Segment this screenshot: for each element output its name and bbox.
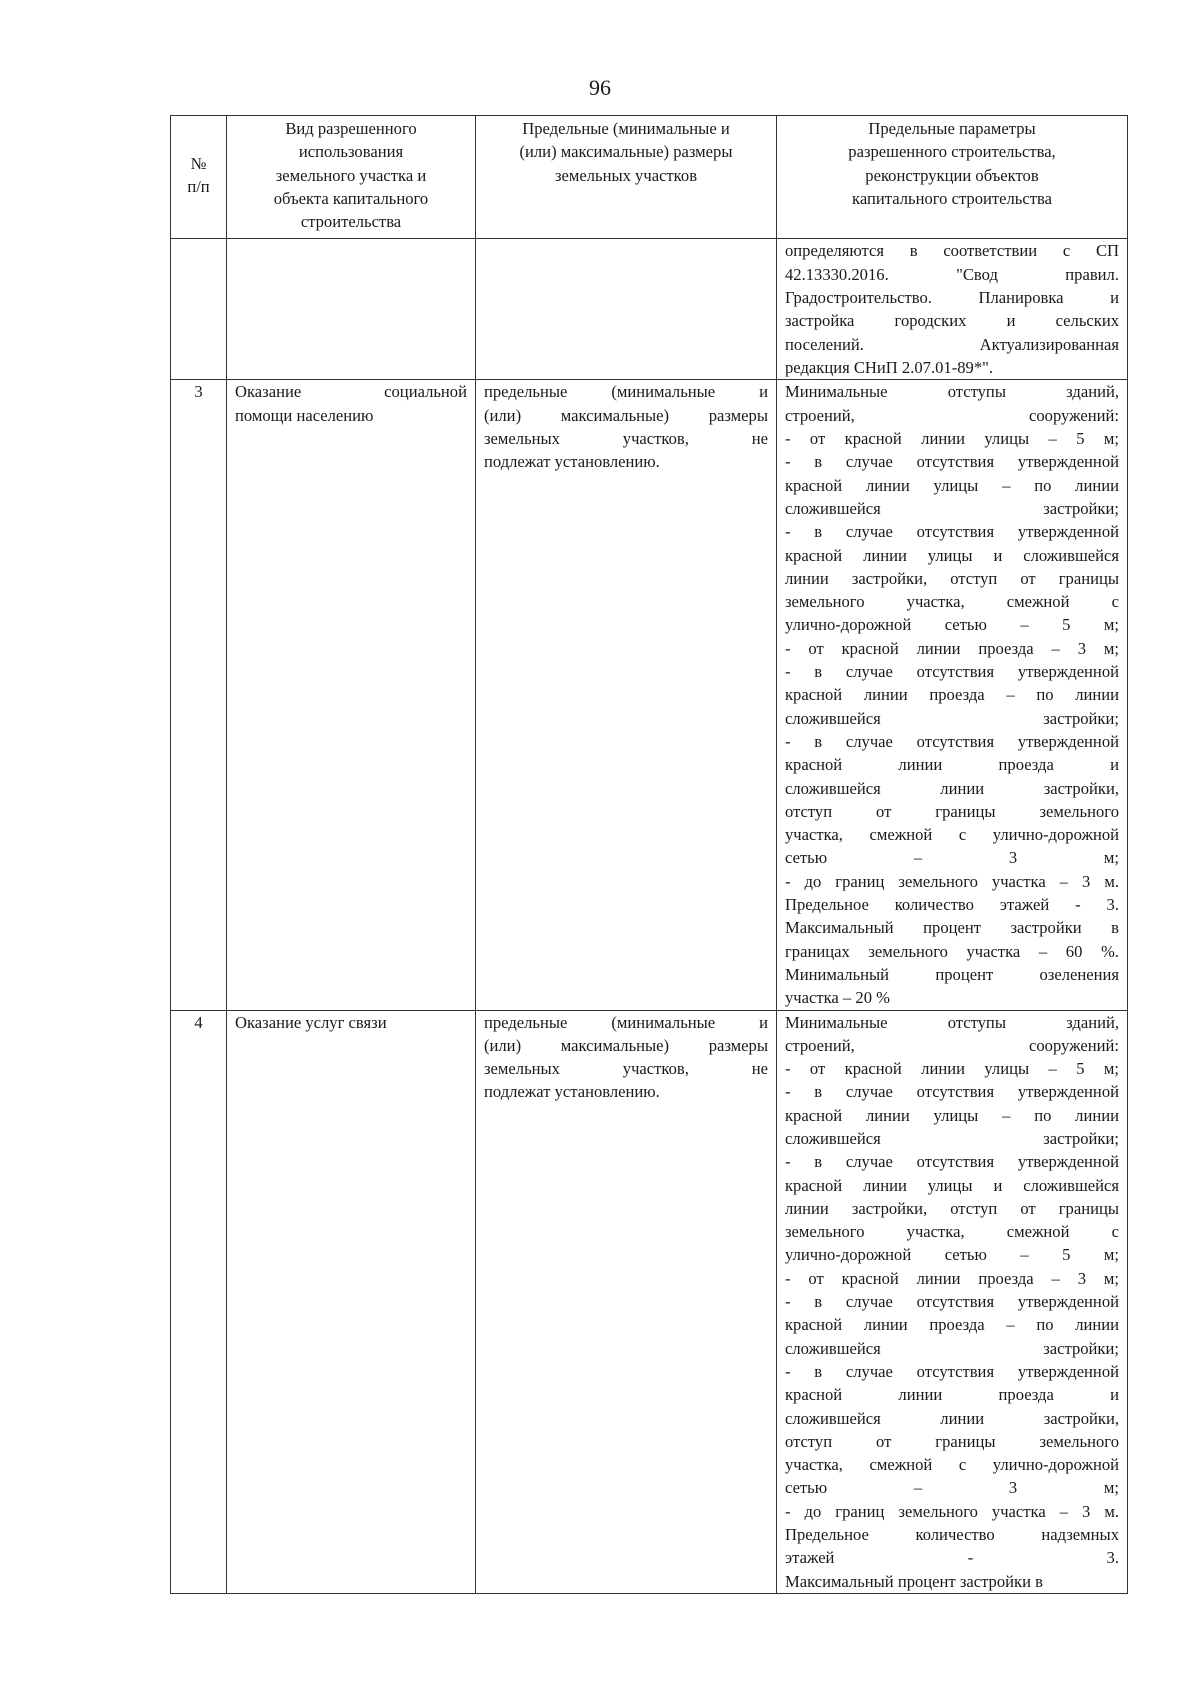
row-params-line: участка, смежной с улично-дорожной bbox=[785, 825, 1119, 845]
row-params-line: строений, сооружений: bbox=[785, 405, 1119, 425]
row-params-line: отступ от границы земельного bbox=[785, 801, 1119, 821]
header-size-line: земельных участков bbox=[554, 165, 698, 185]
header-params-line: Предельные параметры bbox=[868, 119, 1036, 138]
row-params-line: Минимальные отступы зданий, bbox=[785, 382, 1119, 402]
header-size-line: Предельные (минимальные и bbox=[522, 119, 730, 138]
row-use-line: Оказание социальной bbox=[235, 382, 467, 402]
row-params-line: сложившейся застройки; bbox=[785, 498, 1119, 518]
row-params-line: земельного участка, смежной с bbox=[785, 592, 1119, 612]
header-params-line: разрешенного строительства, bbox=[848, 142, 1056, 162]
row-params-line: определяются в соответствии с СП bbox=[785, 241, 1119, 261]
table-row bbox=[171, 239, 1128, 380]
header-row bbox=[171, 116, 1128, 239]
row-params-line: красной линии улицы – по линии bbox=[785, 475, 1119, 495]
row-params-line: 42.13330.2016. "Свод правил. bbox=[785, 264, 1119, 284]
row-num: 3 bbox=[171, 380, 227, 1010]
row-num: 4 bbox=[171, 1010, 227, 1593]
header-params-line: капитального строительства bbox=[852, 188, 1052, 208]
table-header bbox=[171, 116, 1128, 239]
row-params-line: Предельное количество этажей - 3. bbox=[785, 895, 1119, 915]
row-size bbox=[476, 380, 777, 1010]
row-params-line: красной линии улицы и сложившейся bbox=[785, 1175, 1119, 1195]
row-size-line: земельных участков, не bbox=[484, 429, 768, 449]
row-params-line: застройка городских и сельских bbox=[785, 311, 1119, 331]
row-params-line: красной линии проезда и bbox=[785, 1385, 1119, 1405]
header-use-line: строительства bbox=[300, 212, 402, 232]
row-params-line: сложившейся застройки; bbox=[785, 1128, 1119, 1148]
header-num bbox=[171, 116, 227, 239]
row-params-line: - в случае отсутствия утвержденной bbox=[785, 1082, 1119, 1102]
row-size-line: предельные (минимальные и bbox=[484, 382, 768, 402]
header-use-line: Вид разрешенного bbox=[285, 119, 417, 138]
row-params-line: Максимальный процент застройки в bbox=[785, 1571, 1043, 1591]
row-params-line: - до границ земельного участка – 3 м. bbox=[785, 1501, 1119, 1521]
row-params-line: сложившейся линии застройки, bbox=[785, 1408, 1119, 1428]
row-params-line: отступ от границы земельного bbox=[785, 1431, 1119, 1451]
row-params-line: - от красной линии проезда – 3 м; bbox=[785, 638, 1119, 658]
row-params-line: - в случае отсутствия утвержденной bbox=[785, 522, 1119, 542]
row-params-line: Минимальные отступы зданий, bbox=[785, 1012, 1119, 1032]
row-params-line: красной линии проезда – по линии bbox=[785, 1315, 1119, 1335]
table-row bbox=[171, 380, 1128, 1010]
header-params-line: реконструкции объектов bbox=[865, 165, 1039, 185]
header-use-line: объекта капитального bbox=[273, 188, 429, 208]
header-size bbox=[476, 116, 777, 239]
row-params bbox=[777, 1010, 1128, 1593]
row-params-line: сложившейся застройки; bbox=[785, 708, 1119, 728]
row-params-line: границах земельного участка – 60 %. bbox=[785, 941, 1119, 961]
header-use bbox=[227, 116, 476, 239]
row-params-line: участка – 20 % bbox=[785, 988, 890, 1008]
row-params-line: Предельное количество надземных bbox=[785, 1525, 1119, 1545]
row-params-line: - в случае отсутствия утвержденной bbox=[785, 731, 1119, 751]
row-use bbox=[227, 1010, 476, 1593]
row-use bbox=[227, 239, 476, 380]
row-params-line: поселений. Актуализированная bbox=[785, 334, 1119, 354]
row-params-line: строений, сооружений: bbox=[785, 1035, 1119, 1055]
row-params-line: участка, смежной с улично-дорожной bbox=[785, 1455, 1119, 1475]
row-use-line: Оказание услуг связи bbox=[235, 1012, 387, 1032]
row-params-line: сетью – 3 м; bbox=[785, 1478, 1119, 1498]
row-size bbox=[476, 1010, 777, 1593]
header-num-line: п/п bbox=[187, 177, 210, 197]
table-row bbox=[171, 1010, 1128, 1593]
row-params-line: улично-дорожной сетью – 5 м; bbox=[785, 1245, 1119, 1265]
row-params-line: красной линии улицы и сложившейся bbox=[785, 545, 1119, 565]
page-number: 96 bbox=[589, 75, 611, 100]
row-use bbox=[227, 380, 476, 1010]
row-params-line: линии застройки, отступ от границы bbox=[785, 568, 1119, 588]
row-size-line: (или) максимальные) размеры bbox=[484, 1035, 768, 1055]
header-use-line: земельного участка и bbox=[275, 165, 427, 185]
row-params-line: - в случае отсутствия утвержденной bbox=[785, 662, 1119, 682]
row-params-line: Минимальный процент озеленения bbox=[785, 964, 1119, 984]
row-params-line: Максимальный процент застройки в bbox=[785, 918, 1119, 938]
row-size-line: предельные (минимальные и bbox=[484, 1012, 768, 1032]
row-params-line: сетью – 3 м; bbox=[785, 848, 1119, 868]
row-params-line: сложившейся линии застройки, bbox=[785, 778, 1119, 798]
row-params-line: земельного участка, смежной с bbox=[785, 1222, 1119, 1242]
header-params bbox=[777, 116, 1128, 239]
row-params bbox=[777, 380, 1128, 1010]
header-num-line: № bbox=[190, 153, 207, 173]
row-params-line: улично-дорожной сетью – 5 м; bbox=[785, 615, 1119, 635]
row-params bbox=[777, 239, 1128, 380]
row-params-line: - в случае отсутствия утвержденной bbox=[785, 1292, 1119, 1312]
row-size-line: земельных участков, не bbox=[484, 1059, 768, 1079]
row-size-line: подлежат установлению. bbox=[484, 1082, 660, 1102]
row-params-line: - от красной линии проезда – 3 м; bbox=[785, 1268, 1119, 1288]
row-size-line: (или) максимальные) размеры bbox=[484, 405, 768, 425]
row-params-line: красной линии проезда и bbox=[785, 755, 1119, 775]
row-params-line: сложившейся застройки; bbox=[785, 1338, 1119, 1358]
row-size-line: подлежат установлению. bbox=[484, 452, 660, 472]
row-params-line: - в случае отсутствия утвержденной bbox=[785, 452, 1119, 472]
row-params-line: - до границ земельного участка – 3 м. bbox=[785, 871, 1119, 891]
zoning-parameters-table bbox=[170, 115, 1128, 1594]
row-params-line: - от красной линии улицы – 5 м; bbox=[785, 429, 1119, 449]
row-params-line: - в случае отсутствия утвержденной bbox=[785, 1152, 1119, 1172]
row-params-line: красной линии проезда – по линии bbox=[785, 685, 1119, 705]
row-params-line: - в случае отсутствия утвержденной bbox=[785, 1361, 1119, 1381]
row-size bbox=[476, 239, 777, 380]
row-params-line: редакция СНиП 2.07.01-89*". bbox=[785, 357, 994, 377]
table-body bbox=[171, 239, 1128, 1593]
row-use-line: помощи населению bbox=[235, 405, 374, 425]
row-params-line: этажей - 3. bbox=[785, 1548, 1119, 1568]
header-use-line: использования bbox=[298, 142, 404, 162]
row-params-line: Градостроительство. Планировка и bbox=[785, 288, 1119, 308]
row-params-line: линии застройки, отступ от границы bbox=[785, 1198, 1119, 1218]
header-size-line: (или) максимальные) размеры bbox=[519, 142, 733, 162]
row-params-line: красной линии улицы – по линии bbox=[785, 1105, 1119, 1125]
row-num bbox=[171, 239, 227, 380]
row-params-line: - от красной линии улицы – 5 м; bbox=[785, 1059, 1119, 1079]
